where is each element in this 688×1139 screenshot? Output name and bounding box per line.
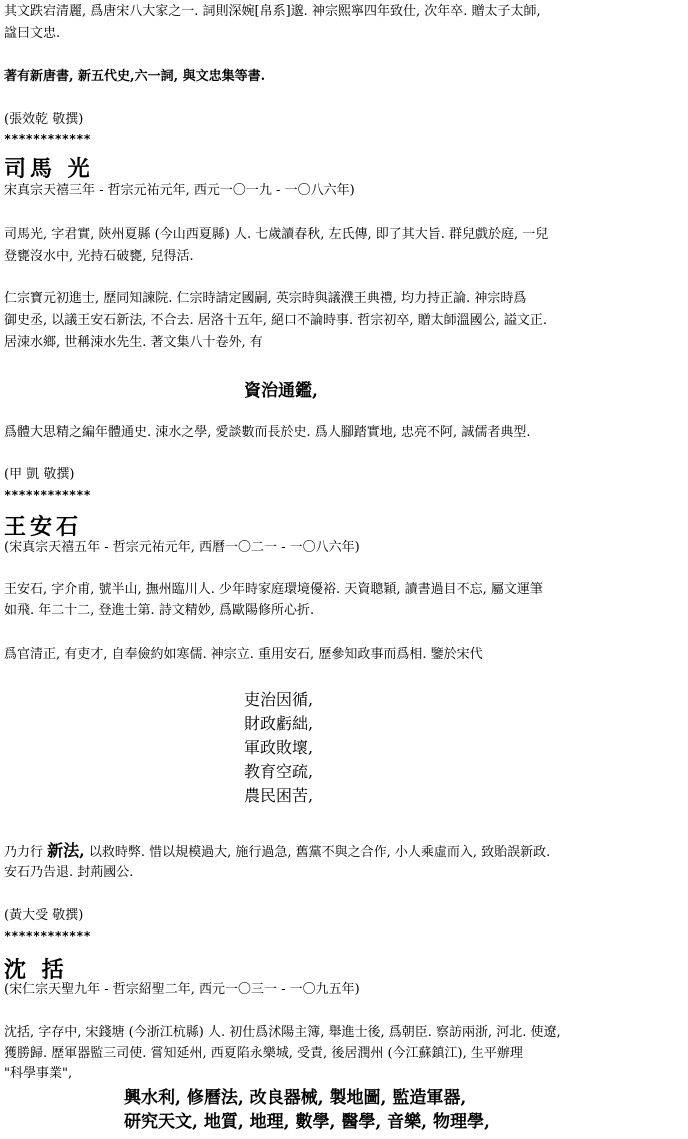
- biography-dates: (宋真宗天禧五年 - 哲宗元祐元年, 西曆一〇二一 - 一〇八六年): [4, 540, 360, 555]
- paragraph-line: 爲體大思精之編年體通史. 涑水之學, 愛談數而長於史. 爲人腳踏實地, 忠亮不阿, 誠儒者典型.: [4, 425, 531, 440]
- paragraph-line: 如飛. 年二十二, 登進士第. 詩文精妙, 爲歐陽修所心折.: [4, 603, 315, 618]
- policy-item: 農民困苦,: [244, 786, 314, 805]
- paragraph-line: [4, 840, 550, 864]
- biography-name-shen-kuo: 沈 括: [4, 957, 68, 983]
- section-divider: ************: [4, 929, 91, 943]
- policy-item: 財政虧絀,: [244, 714, 314, 733]
- paragraph-line: 獲勝歸. 歷軍器監三司使. 嘗知延州, 西夏陷永樂城, 受責, 後居潤州 (今江蘇鎮江), 生平辦理: [4, 1046, 523, 1061]
- paragraph-line: 登甕沒水中, 光持石破甕, 兒得活.: [4, 249, 194, 264]
- policy-item: 軍政敗壞,: [244, 738, 314, 757]
- paragraph-line: 御史丞, 以議王安石新法, 不合去. 居洛十五年, 絕口不論時事. 哲宗初卒, 贈太師溫國公, 謚文正.: [4, 313, 547, 328]
- paragraph-line: 沈括, 字存中, 宋錢塘 (今浙江杭縣) 人. 初仕爲沭陽主簿, 舉進士後, 爲朝臣. 察訪兩浙, 河北. 使遼,: [4, 1025, 561, 1040]
- intro-line-1: 其文跌宕清麗, 爲唐宋八大家之一. 詞則深婉[帛系]邈. 神宗熙寧四年致仕, 次年卒. 贈太子太師,: [4, 4, 541, 19]
- section-divider: ************: [4, 132, 91, 146]
- paragraph-line: 爲官清正, 有吏才, 自奉儉約如寒儒. 神宗立. 重用安石, 歷參知政事而爲相. 鑒於宋代: [4, 647, 483, 662]
- intro-author: (張效乾 敬撰): [4, 112, 84, 127]
- biography-name-sima-guang: 司馬 光: [4, 156, 94, 182]
- new-law-term: 新法,: [47, 841, 85, 860]
- intro-line-2: 諡曰文忠.: [4, 26, 61, 41]
- text-run: 以救時弊. 惜以規模過大, 施行過急, 舊黨不與之合作, 小人乘虛而入, 致貽誤新政.: [84, 845, 551, 860]
- achievement-line: 研究天文, 地質, 地理, 數學, 醫學, 音樂, 物理學,: [124, 1112, 490, 1132]
- author-credit: (黃大受 敬撰): [4, 908, 84, 923]
- achievement-line: 興水利, 修曆法, 改良器械, 製地圖, 監造軍器,: [124, 1088, 467, 1108]
- paragraph-line: 王安石, 字介甫, 號半山, 撫州臨川人. 少年時家庭環境優裕. 天資聰穎, 讀書過目不忘, 屬文運筆: [4, 582, 543, 597]
- policy-item: 吏治因循,: [244, 690, 314, 709]
- book-title: 資治通鑑,: [244, 381, 318, 401]
- paragraph-line: "科學事業",: [4, 1066, 73, 1081]
- text-run: 乃力行: [4, 845, 48, 860]
- biography-dates: 宋真宗天禧三年 - 哲宗元祐元年, 西元一〇一九 - 一〇八六年): [4, 183, 355, 198]
- paragraph-line: 司馬光, 字君實, 陝州夏縣 (今山西夏縣) 人. 七歲讀春秋, 左氏傳, 即了其大旨. 群兒戲於庭, 一兒: [4, 227, 549, 242]
- paragraph-line: 仁宗寶元初進士, 歷同知諫院. 仁宗時請定國嗣, 英宗時與議濮王典禮, 均力持正論. 神宗時爲: [4, 291, 527, 306]
- section-divider: ************: [4, 488, 91, 502]
- paragraph-line: 安石乃告退. 封荊國公.: [4, 865, 134, 880]
- biography-dates: (宋仁宗天聖九年 - 哲宗紹聖二年, 西元一〇三一 - 一〇九五年): [4, 982, 360, 997]
- policy-item: 教育空疏,: [244, 762, 314, 781]
- biography-name-wang-anshi: 王安石: [4, 514, 83, 540]
- author-credit: (甲 凱 敬撰): [4, 467, 75, 482]
- paragraph-line: 居涑水鄉, 世稱涑水先生. 著文集八十卷外, 有: [4, 335, 263, 350]
- intro-works: 著有新唐書, 新五代史,六一詞, 與文忠集等書.: [4, 69, 266, 84]
